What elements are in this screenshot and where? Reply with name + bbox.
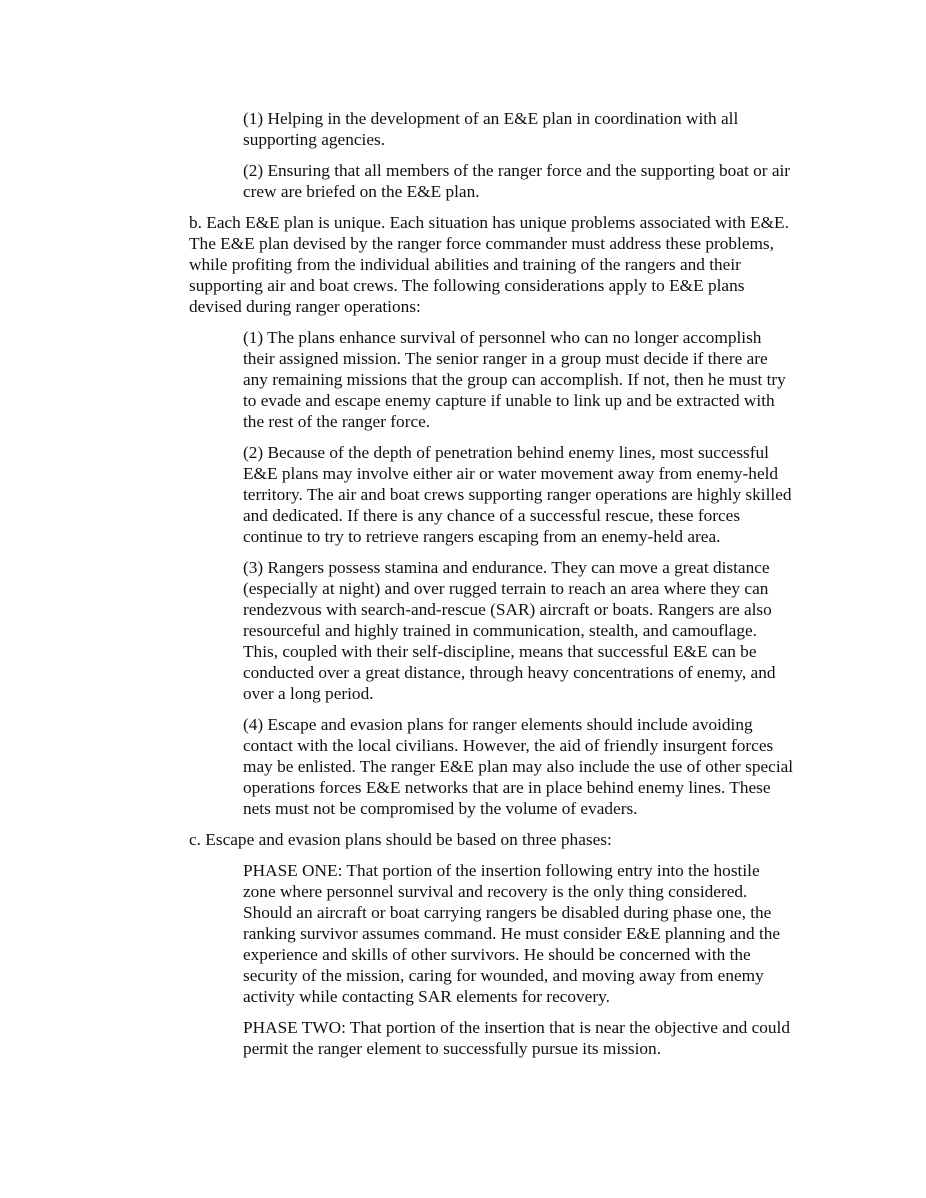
paragraph-b2: (2) Because of the depth of penetration behind enemy lines, most successful E&E plans may involve either air or water movement away from enemy-held territory. The air and boat crews supporting ranger operations are highly skilled and dedicated. If there is any chance of a successful rescue, these forces continue to try to retrieve rangers escaping from an enemy-held area. <box>243 443 792 546</box>
paragraph-c1: PHASE ONE: That portion of the insertion following entry into the hostile zone where personnel survival and recovery is the only thing considered. Should an aircraft or boat carrying rangers be disabled during phase one, the ranking survivor assumes command. He must consider E&E planning and the experience and skills of other survivors. He should be concerned with the security of the mission, caring for wounded, and moving away from enemy activity while contacting SAR elements for recovery. <box>243 861 781 1006</box>
paragraph-a1: (1) Helping in the development of an E&E plan in coordination with all supporting agencies. <box>243 109 739 149</box>
paragraph-b1: (1) The plans enhance survival of personnel who can no longer accomplish their assigned mission. The senior ranger in a group must decide if there are any remaining missions that the group can accomplish. If not, then he must try to evade and escape enemy capture if unable to link up and be extracted with the rest of the ranger force. <box>243 328 786 431</box>
paragraph-b4: (4) Escape and evasion plans for ranger elements should include avoiding contact with the local civilians. However, the aid of friendly insurgent forces may be enlisted. The ranger E&E plan may also include the use of other special operations forces E&E networks that are in place behind enemy lines. These nets must not be compromised by the volume of evaders. <box>243 715 794 818</box>
paragraph-c2: PHASE TWO: That portion of the insertion that is near the objective and could permit the ranger element to successfully pursue its mission. <box>243 1018 790 1058</box>
paragraph-c: c. Escape and evasion plans should be based on three phases: <box>189 830 612 849</box>
document-body <box>189 108 799 1059</box>
paragraph-a2: (2) Ensuring that all members of the ranger force and the supporting boat or air crew are briefed on the E&E plan. <box>243 161 791 201</box>
paragraph-b3: (3) Rangers possess stamina and endurance. They can move a great distance (especially at night) and over rugged terrain to reach an area where they can rendezvous with search-and-rescue (SAR) aircraft or boats. Rangers are also resourceful and highly trained in communication, stealth, and camouflage. This, coupled with their self-discipline, means that successful E&E can be conducted over a great distance, through heavy concentrations of enemy, and over a long period. <box>243 558 776 703</box>
paragraph-b: b. Each E&E plan is unique. Each situation has unique problems associated with E&E. The E&E plan devised by the ranger force commander must address these problems, while profiting from the individual abilities and training of the rangers and their supporting air and boat crews. The following considerations apply to E&E plans devised during ranger operations: <box>189 213 789 316</box>
